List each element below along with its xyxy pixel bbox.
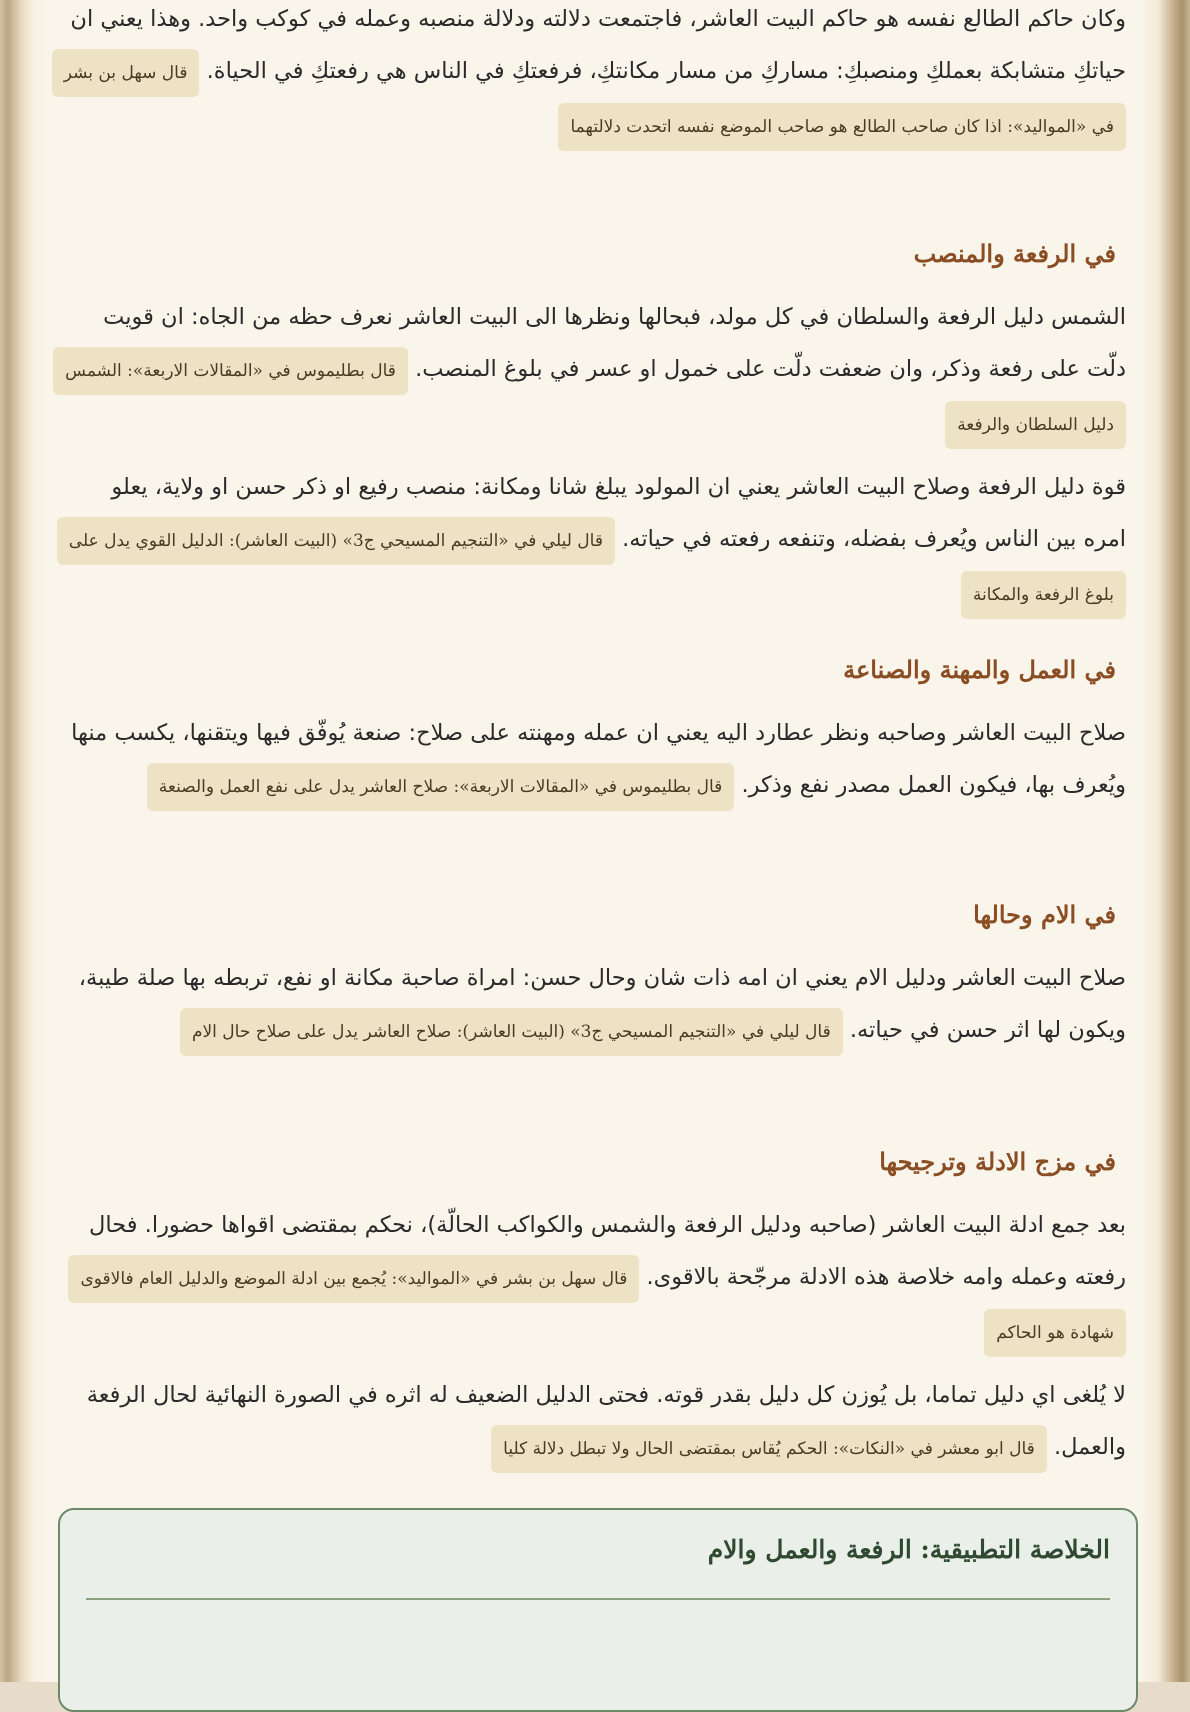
citation-quote: قال سهل بن بشر في «المواليد»: يُجمع بين ادلة الموضع والدليل العام فالاقوى شهادة هو الحاكم: [68, 1255, 1126, 1357]
section-heading: في الام وحالها: [973, 900, 1116, 929]
paragraph-text: وكان حاكم الطالع نفسه هو حاكم البيت العاشر، فاجتمعت دلالته ودلالة منصبه وعمله في كوكب واحد. وهذا يعني ان حياتكِ متشابكة بعملكِ ومنصبكِ: مساركِ من مسار مكانتكِ، فرفعتكِ في الناس هي رفعتكِ في الحياة.: [70, 6, 1126, 84]
paragraph: [52, 1199, 1138, 1359]
citation-quote: قال بطليموس في «المقالات الاربعة»: صلاح العاشر يدل على نفع العمل والصنعة: [147, 763, 735, 811]
citation-quote: قال سهل بن بشر في «المواليد»: اذا كان صاحب الطالع هو صاحب الموضع نفسه اتحدت دلالتهما: [52, 49, 1126, 151]
paragraph-text: الشمس دليل الرفعة والسلطان في كل مولد، فبحالها ونظرها الى البيت العاشر نعرف حظه من الجاه: ان قويت دلّت على رفعة وذكر، وان ضعفت دلّت على خمول او عسر في بلوغ المنصب.: [103, 304, 1126, 382]
section-heading: في مزج الادلة وترجيحها: [879, 1147, 1116, 1176]
citation-quote: قال ابو معشر في «النكات»: الحكم يُقاس بمقتضى الحال ولا تبطل دلالة كليا: [491, 1425, 1047, 1473]
paragraph-text: لا يُلغى اي دليل تماما، بل يُوزن كل دليل بقدر قوته. فحتى الدليل الضعيف له اثره في الصورة النهائية لحال الرفعة والعمل.: [86, 1382, 1126, 1460]
paragraph: [52, 291, 1138, 451]
page-content: [52, 0, 1138, 1682]
summary-divider: [86, 1598, 1110, 1600]
paragraph: [52, 0, 1138, 153]
paragraph-text: قوة دليل الرفعة وصلاح البيت العاشر يعني ان المولود يبلغ شانا ومكانة: منصب رفيع او ذكر حسن او ولاية، يعلو امره بين الناس ويُعرف بفضله، وتنفعه رفعته في حياته.: [111, 474, 1126, 552]
citation-quote: قال ليلي في «التنجيم المسيحي ج3» (البيت العاشر): الدليل القوي يدل على بلوغ الرفعة والمكانة: [57, 517, 1126, 619]
paragraph-text: صلاح البيت العاشر ودليل الام يعني ان امه ذات شان وحال حسن: امراة صاحبة مكانة او نفع، تربطه بها صلة طيبة، ويكون لها اثر حسن في حياته.: [78, 965, 1126, 1043]
paragraph-text: صلاح البيت العاشر وصاحبه ونظر عطارد اليه يعني ان عمله ومهنته على صلاح: صنعة يُوفّق فيها ويتقنها، يكسب منها ويُعرف بها، فيكون العمل مصدر نفع وذكر.: [71, 720, 1126, 798]
summary-title: الخلاصة التطبيقية: الرفعة والعمل والام: [707, 1535, 1110, 1564]
citation-quote: قال ليلي في «التنجيم المسيحي ج3» (البيت العاشر): صلاح العاشر يدل على صلاح حال الام: [180, 1008, 843, 1056]
paragraph: [52, 707, 1138, 813]
paragraph: [52, 1369, 1138, 1475]
summary-box: [58, 1508, 1138, 1712]
paragraph: [52, 952, 1138, 1058]
paragraph-text: بعد جمع ادلة البيت العاشر (صاحبه ودليل الرفعة والشمس والكواكب الحالّة)، نحكم بمقتضى اقواها حضورا. فحال رفعته وعمله وامه خلاصة هذه الادلة مرجّحة بالاقوى.: [89, 1212, 1126, 1290]
section-heading: في العمل والمهنة والصناعة: [843, 655, 1116, 684]
citation-quote: قال بطليموس في «المقالات الاربعة»: الشمس دليل السلطان والرفعة: [53, 347, 1126, 449]
section-heading: في الرفعة والمنصب: [913, 239, 1116, 268]
paragraph: [52, 461, 1138, 621]
